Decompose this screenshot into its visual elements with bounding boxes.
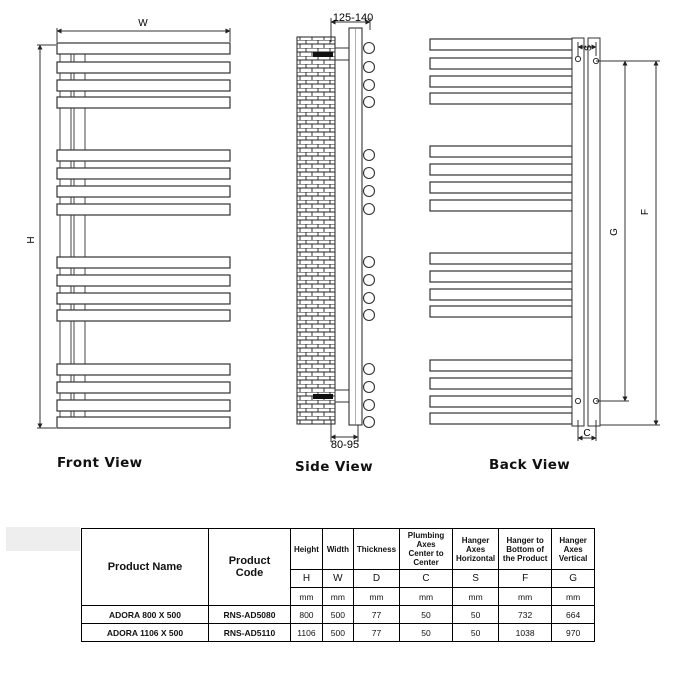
gray-shade-block bbox=[6, 527, 80, 551]
bar-end-circle bbox=[364, 293, 375, 304]
product-code-header bbox=[209, 529, 291, 606]
towel-bar bbox=[57, 400, 230, 411]
value-cell: 1038 bbox=[499, 624, 552, 642]
col-unit: mm bbox=[353, 588, 399, 606]
front-view-drawing bbox=[37, 28, 230, 428]
value-cell: 970 bbox=[552, 624, 595, 642]
towel-bar bbox=[430, 182, 572, 193]
dim-label-h: H bbox=[26, 236, 37, 244]
bar-end-circle bbox=[364, 275, 375, 286]
table-row bbox=[82, 624, 595, 642]
value-cell: 800 bbox=[291, 606, 323, 624]
product-code-cell: RNS-AD5110 bbox=[209, 624, 291, 642]
value-cell: 50 bbox=[453, 624, 499, 642]
col-name-hanger-horizontal: Hanger Axes Horizontal bbox=[453, 529, 499, 570]
towel-bar bbox=[57, 382, 230, 393]
towel-bar bbox=[57, 204, 230, 215]
towel-bar bbox=[57, 293, 230, 304]
towel-bar bbox=[430, 306, 572, 317]
value-cell: 500 bbox=[322, 624, 353, 642]
side-view-title: Side View bbox=[295, 459, 373, 475]
back-view-drawing bbox=[430, 38, 660, 441]
towel-bar bbox=[430, 39, 572, 50]
bar-end-circle bbox=[364, 382, 375, 393]
towel-bar bbox=[430, 146, 572, 157]
value-cell: 1106 bbox=[291, 624, 323, 642]
value-cell: 50 bbox=[400, 624, 453, 642]
col-unit: mm bbox=[453, 588, 499, 606]
side-view-drawing bbox=[297, 18, 375, 442]
bar-end-circle bbox=[364, 364, 375, 375]
product-name-cell: ADORA 800 X 500 bbox=[82, 606, 209, 624]
towel-bar bbox=[430, 164, 572, 175]
dim-label-f: F bbox=[640, 208, 651, 216]
col-name-hanger-vertical: Hanger Axes Vertical bbox=[552, 529, 595, 570]
dim-label-g: G bbox=[609, 228, 620, 236]
towel-bar bbox=[57, 62, 230, 73]
col-unit: mm bbox=[291, 588, 323, 606]
col-letter-h: H bbox=[291, 570, 323, 588]
col-name-plumbing: Plumbing Axes Center to Center bbox=[400, 529, 453, 570]
bar-end-circle bbox=[364, 186, 375, 197]
col-letter-s: S bbox=[453, 570, 499, 588]
bar-end-circle bbox=[364, 80, 375, 91]
product-code-cell: RNS-AD5080 bbox=[209, 606, 291, 624]
col-name-height: Height bbox=[291, 529, 323, 570]
bar-end-circle bbox=[364, 62, 375, 73]
col-unit: mm bbox=[499, 588, 552, 606]
product-code-header-text: Product Code bbox=[228, 555, 271, 579]
back-view-title: Back View bbox=[489, 457, 571, 473]
towel-bar bbox=[57, 310, 230, 321]
col-name-thickness: Thickness bbox=[353, 529, 399, 570]
bar-end-circle bbox=[364, 400, 375, 411]
col-letter-c: C bbox=[400, 570, 453, 588]
table-row bbox=[82, 606, 595, 624]
col-name-hanger-bottom: Hanger to Bottom of the Product bbox=[499, 529, 552, 570]
value-cell: 664 bbox=[552, 606, 595, 624]
dim-label-side-bottom: 80-95 bbox=[330, 439, 360, 451]
towel-bar bbox=[430, 76, 572, 87]
col-letter-w: W bbox=[322, 570, 353, 588]
bar-end-circle bbox=[364, 97, 375, 108]
bar-end-circle bbox=[364, 150, 375, 161]
towel-bar bbox=[57, 97, 230, 108]
towel-bar bbox=[57, 275, 230, 286]
bar-end-circle bbox=[364, 204, 375, 215]
col-letter-d: D bbox=[353, 570, 399, 588]
col-letter-g: G bbox=[552, 570, 595, 588]
dim-label-side-top: 125-140 bbox=[332, 12, 374, 24]
spec-table-container bbox=[81, 528, 595, 642]
bar-end-circle bbox=[364, 43, 375, 54]
bar-end-circle bbox=[364, 417, 375, 428]
value-cell: 500 bbox=[322, 606, 353, 624]
table-header-row bbox=[82, 529, 595, 570]
col-unit: mm bbox=[552, 588, 595, 606]
dim-label-c: C bbox=[583, 428, 591, 439]
towel-bar bbox=[430, 93, 572, 104]
towel-bar bbox=[57, 80, 230, 91]
dim-label-w: W bbox=[138, 18, 148, 29]
value-cell: 50 bbox=[453, 606, 499, 624]
towel-bar bbox=[430, 200, 572, 211]
towel-bar bbox=[57, 417, 230, 428]
value-cell: 77 bbox=[353, 606, 399, 624]
towel-bar bbox=[57, 168, 230, 179]
value-cell: 50 bbox=[400, 606, 453, 624]
towel-bar bbox=[57, 43, 230, 54]
towel-bar bbox=[430, 413, 572, 424]
towel-bar bbox=[57, 186, 230, 197]
bar-end-circle bbox=[364, 257, 375, 268]
towel-bar bbox=[57, 364, 230, 375]
product-name-header: Product Name bbox=[82, 529, 209, 606]
towel-bar bbox=[430, 253, 572, 264]
product-name-cell: ADORA 1106 X 500 bbox=[82, 624, 209, 642]
value-cell: 77 bbox=[353, 624, 399, 642]
col-unit: mm bbox=[400, 588, 453, 606]
front-view-title: Front View bbox=[57, 455, 143, 471]
towel-bar bbox=[430, 289, 572, 300]
towel-bar bbox=[430, 58, 572, 69]
towel-bar bbox=[430, 360, 572, 371]
spec-table bbox=[81, 528, 595, 642]
col-unit: mm bbox=[322, 588, 353, 606]
value-cell: 732 bbox=[499, 606, 552, 624]
col-letter-f: F bbox=[499, 570, 552, 588]
towel-bar bbox=[430, 378, 572, 389]
dim-label-s: S bbox=[583, 44, 593, 52]
towel-bar bbox=[430, 396, 572, 407]
towel-bar bbox=[57, 257, 230, 268]
towel-bar bbox=[430, 271, 572, 282]
bar-end-circle bbox=[364, 310, 375, 321]
bar-end-circle bbox=[364, 168, 375, 179]
col-name-width: Width bbox=[322, 529, 353, 570]
towel-bar bbox=[57, 150, 230, 161]
